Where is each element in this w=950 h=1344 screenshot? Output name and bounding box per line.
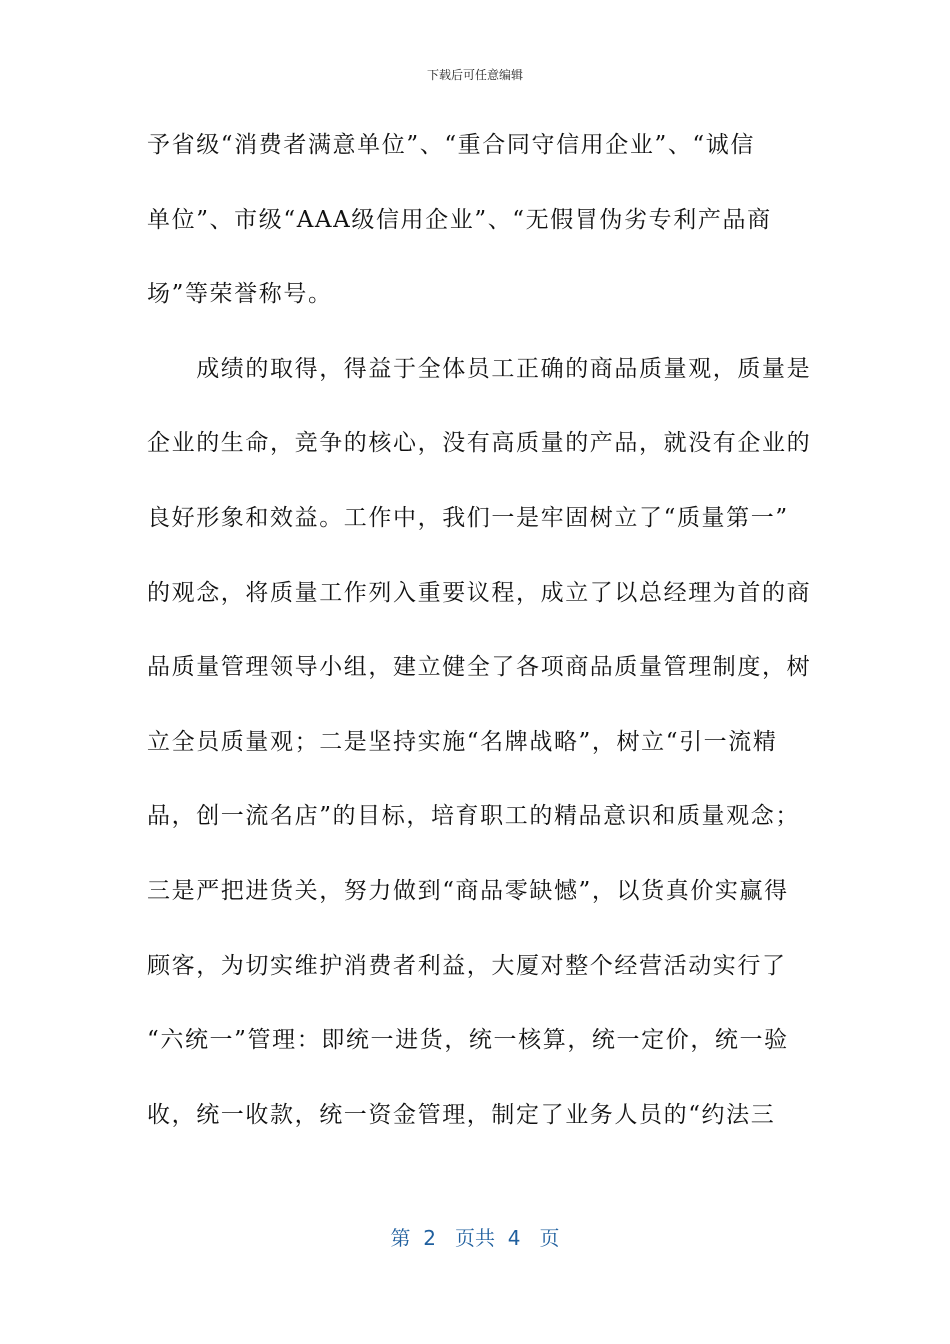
- text-line-12: 顾客，为切实维护消费者利益，大厦对整个经营活动实行了: [147, 952, 787, 979]
- text-line-8: 品质量管理领导小组，建立健全了各项商品质量管理制度，树: [147, 654, 812, 681]
- header-note: 下载后可任意编辑: [426, 68, 523, 82]
- text-line-2: 单位”、市级“AAA级信用企业”、“无假冒伪劣专利产品商: [147, 206, 772, 233]
- text-line-9: 立全员质量观；二是坚持实施“名牌战略”，树立“引一流精: [147, 728, 778, 755]
- text-line-11: 三是严把进货关，努力做到“商品零缺憾”，以货真价实赢得: [147, 877, 789, 904]
- text-line-6: 良好形象和效益。工作中，我们一是牢固树立了“质量第一”: [147, 504, 789, 531]
- text-line-14: 收，统一收款，统一资金管理，制定了业务人员的“约法三: [147, 1101, 776, 1128]
- page-number-footer: 第 2 页共 4 页: [390, 1226, 560, 1250]
- text-line-10: 品，创一流名店”的目标，培育职工的精品意识和质量观念；: [147, 803, 800, 830]
- text-line-4: 成绩的取得，得益于全体员工正确的商品质量观，质量是: [147, 355, 812, 382]
- text-line-7: 的观念，将质量工作列入重要议程，成立了以总经理为首的商: [147, 579, 812, 606]
- text-line-13: “六统一”管理：即统一进货，统一核算，统一定价，统一验: [147, 1027, 789, 1054]
- document-body: [147, 120, 812, 1164]
- text-line-3: 场”等荣誉称号。: [147, 281, 333, 308]
- text-line-1: 予省级“消费者满意单位”、“重合同守信用企业”、“诚信: [147, 132, 755, 158]
- text-line-5: 企业的生命，竞争的核心，没有高质量的产品，就没有企业的: [147, 430, 812, 457]
